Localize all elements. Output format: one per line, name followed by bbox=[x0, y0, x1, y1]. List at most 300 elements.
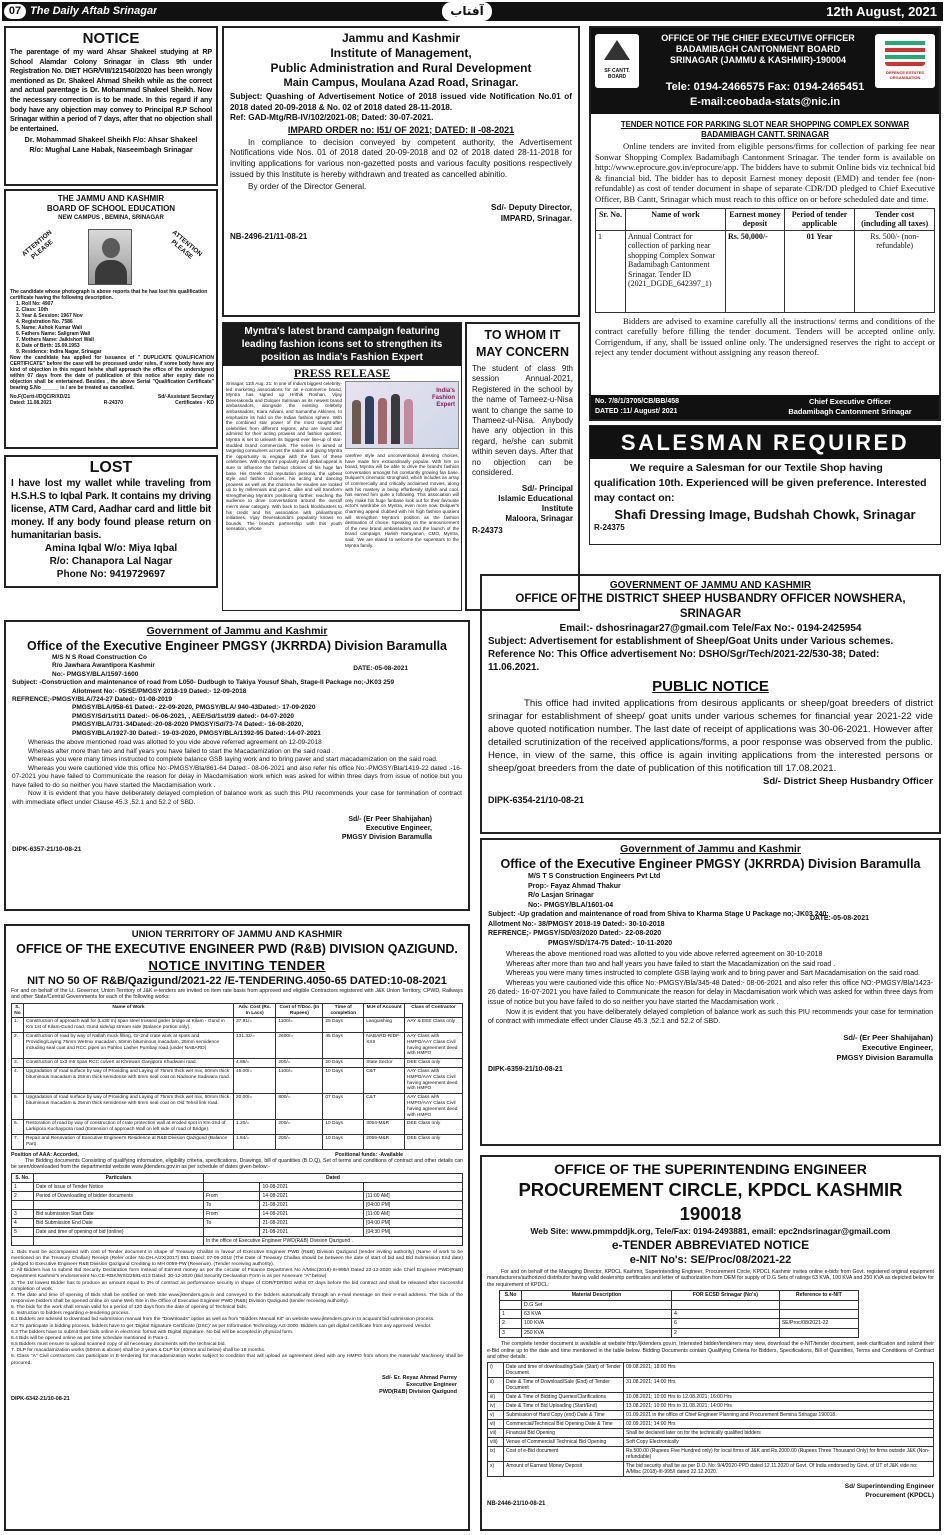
table-header: S.No bbox=[500, 1291, 522, 1300]
table-cell: 37.91/= bbox=[234, 1018, 276, 1033]
pmgsy1-date: DATE:-05-08-2021 bbox=[353, 665, 408, 672]
bose-title: THE JAMMU AND KASHMIR bbox=[57, 194, 165, 203]
table-cell: 3 bbox=[500, 1328, 522, 1337]
bose-item: 5. Name: Ashok Kumar Wali bbox=[16, 325, 83, 331]
ceo-sign-2: Badamibagh Cantonment Srinagar bbox=[788, 407, 912, 416]
table-header: Adv. Cost (Rs. In Lacs) bbox=[234, 1003, 276, 1018]
pwd-works-table bbox=[11, 1003, 463, 1150]
table-cell: 2 bbox=[12, 1191, 34, 1200]
pwd-term: 1. Bids must be accompanied with cost of Tender document in shape of Treasury Challan in favour of Executive Engineer PWD (R&B) Division Qazigund (tender inviting authority) (Name of work to be mentioned on the Treasury Challan) Receipt (Refer order No.DH.A/2X(2017) 651 Dated: 07-06-2018 (The Date of Treasury Challan should be between the date of start of bid and Bid Submission End date) pledged to Executive Engineer R&B Division Qazigund Crediting to MH 0059-PW (Revenue). (Tender receiving authority). bbox=[11, 1249, 463, 1268]
table-cell: Rs.500.00 (Rupees Five Hundred only) for local firms of J&K and Rs.2000.00 (Rupees Three Thousand Only) for firms outside J&K (Non-refundable) bbox=[624, 1447, 934, 1462]
pmgsy1-subject: Subject: -Construction and maintenance of road from L050- Dudbugh to Takiya Yousuf Shah, Stage-II Package no;-JK03 259 bbox=[12, 679, 395, 687]
pmgsy-notice-2 bbox=[480, 838, 941, 1146]
table-cell: [11:00 AM] bbox=[364, 1209, 463, 1218]
table-cell: Restoration of road by way of construction of crate protection wall at eroded spot in Km-2nd of Larkipora Kuchaypora road (Extension of approach Wall on left side of road of Bridge). bbox=[24, 1120, 234, 1135]
to-whom-inst: Islamic Educational bbox=[498, 494, 573, 504]
table-cell: 01.09.2021 in the office of Chief Engineer Planning and Procurement Bemina Srinagar 190018. bbox=[624, 1411, 934, 1420]
pmgsy1-line: No:- PMGSY/BLA/1597-1600 bbox=[52, 670, 139, 678]
table-cell: 10 Days bbox=[323, 1134, 364, 1149]
attention-stamp-left: ATTENTION PLEASE bbox=[20, 229, 55, 261]
table-cell: State Sector bbox=[364, 1059, 405, 1068]
table-row bbox=[12, 1120, 463, 1135]
myntra-text-col1: Srinagar, 11th Aug. 21: In one of India's biggest celebrity-led marketing associations for an e-commerce brand, Myntra has signed up Hrithik Roshan, Vijay Deverakonda and Dulquer Salmaan as its newest brand ambassadors, alongside the existing celebrity ambassadors, Kiara Advani, and Samantha Akkineni, to emphasize its hold on the Indian fashion sphere. With the combined star power of the most sought-after celebrities from different regions, who are loved and admired for their acting prowess and fashion quotient, Myntra is set to unleash its biggest ever line-up of star-studded brand commercials. The series is aimed at targeting consumers across the nation and giving Myntra the opportunity to engage with the fans of these celebrities. With Myntra's popularity and global appeal is sure to influence the fashion choices of his huge fan base. His Greek God reputation persona, the upbeat style and fashion choices, his acting and dancing prowess as well as the charisma he exudes are looked up to by millennials and gen-Z, alike and will transform strengthening Myntra's positioning further, reaching the audience to drive conversations around the overall men's wear category. With back to back blockbusters to his credit and his association with philanthropic initiatives, Vijay Deverakonda's popularity knows no bounds. The brand's partnership with this youth sensation, whose bbox=[226, 381, 342, 532]
pmgsy2-line: Prop:- Fayaz Ahmad Thakur bbox=[528, 882, 621, 890]
cantonment-header bbox=[591, 28, 939, 114]
table-cell: Cost of e-Bid document bbox=[504, 1447, 624, 1462]
table-header: Reference to e-NIT bbox=[779, 1291, 858, 1300]
ceo-ref-no: No. 7/8/1/3705/CB/BB/458 bbox=[595, 398, 680, 405]
table-cell: Shall be declared later on for the technically qualified bidders bbox=[624, 1429, 934, 1438]
impard-title-2: Institute of Management, bbox=[330, 46, 472, 60]
cantonment-tender-ad bbox=[589, 26, 941, 421]
table-cell: 4.86/= bbox=[234, 1059, 276, 1068]
table-cell: Date & Time of Download/Sale (End) of Tender Document bbox=[504, 1378, 624, 1393]
table-row bbox=[12, 1018, 463, 1033]
table-cell: Venue of Commercial/ Technical Bid Opening bbox=[504, 1438, 624, 1447]
table-cell: 07 Days bbox=[323, 1094, 364, 1120]
table-row bbox=[12, 1218, 463, 1227]
table-cell: 02.09.2021; 14:00 Hrs bbox=[624, 1420, 934, 1429]
pmgsy1-para: Whereas the above mentioned road was allotted to you vide above referred agreement on 12-09-2018 bbox=[28, 739, 322, 747]
table-cell: v) bbox=[488, 1411, 504, 1420]
table-cell: Financial Bid Opening bbox=[504, 1429, 624, 1438]
kpdcl-website: Web Site: www.pmmpddjk.org, Tele/Fax: 0194-2493881, email: epc2ndsrinagar@gmail.com bbox=[530, 1226, 891, 1236]
table-cell bbox=[34, 1236, 204, 1245]
table-cell: Date & Time of Bidding Queries/Clarifications bbox=[504, 1393, 624, 1402]
pmgsy2-gov: Government of Jammu and Kashmir bbox=[620, 843, 801, 855]
paper-name: The Daily Aftab Srinagar bbox=[30, 5, 158, 17]
table-row bbox=[12, 1209, 463, 1218]
to-whom-ad bbox=[465, 322, 580, 611]
lost-ad bbox=[4, 455, 218, 588]
pmgsy1-reference: REFRENCE;-PMGSY/BLA/724-27 Dated:- 01-08-2019 bbox=[12, 696, 173, 704]
table-header: Earnest money deposit bbox=[726, 208, 785, 230]
pmgsy1-number: DIPK-6357-21/10-08-21 bbox=[12, 846, 82, 854]
table-cell: i) bbox=[488, 1363, 504, 1378]
to-whom-inst-2: Institute bbox=[541, 504, 573, 514]
table-cell: From bbox=[204, 1209, 260, 1218]
bose-item: 8. Date of Birth: 15.09.1953 bbox=[16, 343, 80, 349]
table-cell: iv) bbox=[488, 1402, 504, 1411]
table-header: Tender cost (including all taxes) bbox=[855, 208, 935, 230]
ceo-tender-body: Online tenders are invited from eligible persons/firms for collection of parking fee near Sonwar Shopping Complex Badamibagh Cantonment Srinagar. The tender form is available on http://www.eprocure.gov.in/eprocure/app. The bidders have to submit Online bids viz technical bid & financial bid. The bidder has to deposit Earnest money deposit (EMD) and tender fee (non-refundable) as cost of tender document in shape of separate CDR/DD pledged to Chief Executive Officer, BB Cantt, Srinagar which must reach to this office on or before scheduled date and time. bbox=[595, 141, 935, 204]
table-row bbox=[12, 1200, 463, 1209]
table-row bbox=[500, 1310, 859, 1319]
table-cell: 200/= bbox=[276, 1059, 323, 1068]
table-cell: Construction of 1x3 mtr span RCC culvert at Khrewan Ganjipora Khudwani road. bbox=[24, 1059, 234, 1068]
ceo-email: E-mail:ceobada-stats@nic.in bbox=[689, 96, 841, 108]
page-number: 07 bbox=[4, 4, 26, 19]
table-cell: 10.08.2021; 10:00 Hrs to 12.08.2021; 16:00 Hrs bbox=[624, 1393, 934, 1402]
myntra-press-release bbox=[222, 322, 462, 611]
table-cell: 31.08.2021; 14:00 Hrs bbox=[624, 1378, 934, 1393]
pwd-term: 6.2 To participate in bidding process, bidders have to get 'Digital Signature Certificate (DSC)' as per Information Technology Act-2000. Bidders can get digital certificate from any approved Vendor. bbox=[11, 1323, 432, 1329]
ceo-office: OFFICE OF THE CHIEF EXECUTIVE OFFICER bbox=[661, 33, 855, 43]
pmgsy1-reference-line: PMGSY/BLA/731-34Dated:-20-08-2020 PMGSY/Sd/73-74 Dated:- 16-08-2020, bbox=[72, 721, 304, 729]
bose-title-2: BOARD OF SCHOOL EDUCATION bbox=[46, 204, 176, 213]
pmgsy2-sign-3: PMGSY Division Baramulla bbox=[836, 1052, 933, 1062]
pwd-sign-3: PWD(R&B) Division Qazigund bbox=[379, 1388, 457, 1395]
table-cell bbox=[779, 1300, 858, 1309]
table-cell: 5 bbox=[12, 1227, 34, 1236]
table-cell: 20.00/= bbox=[234, 1094, 276, 1120]
table-row bbox=[12, 1134, 463, 1149]
table-header: Period of tender applicable bbox=[784, 208, 854, 230]
table-cell: To bbox=[204, 1200, 260, 1209]
myntra-banner: Myntra's latest brand campaign featuring leading fashion icons set to strengthen its position as India's Fashion Expert bbox=[223, 323, 461, 366]
table-cell bbox=[779, 1328, 858, 1337]
pmgsy1-reference-line: PMGSY/BLA/958-61 Dated:- 22-09-2020, PMGSY/BLA/ 940-43Dated:- 17-09-2020 bbox=[72, 704, 316, 712]
table-cell: 1 bbox=[596, 230, 626, 312]
ceo-dated: DATED :11/ August/ 2021 bbox=[595, 408, 678, 415]
ceo-city: SRINAGAR (JAMMU & KASHMIR)-190004 bbox=[669, 55, 847, 65]
pwd-nit-title: NOTICE INVITING TENDER bbox=[148, 958, 326, 973]
table-cell: [11:00 AM] bbox=[364, 1191, 463, 1200]
pmgsy2-line: M/S T S Construction Engineers Pvt Ltd bbox=[528, 873, 661, 880]
pwd-sign-2: Executive Engineer bbox=[406, 1381, 457, 1388]
pmgsy1-sign-3: PMGSY Division Baramulla bbox=[341, 834, 432, 842]
impard-number: NB-2496-21/11-08-21 bbox=[230, 231, 308, 241]
ceo-tender-footer: Bidders are advised to examine carefully all the instructions/ terms and conditions of the contract carefully before filling the tender document. Tenders will be accepted online only. Corrigendum, if any, shall be issued online only. The undersigned reserves the right to accept or reject any tender document without assigning any reason thereof. bbox=[595, 315, 935, 358]
pmgsy2-sign-2: Executive Engineer, bbox=[862, 1042, 933, 1052]
table-cell: 21-08-2021 bbox=[260, 1200, 364, 1209]
to-whom-sign: Sd/- Principal bbox=[521, 484, 573, 494]
lost-title: LOST bbox=[89, 459, 133, 476]
pwd-office: OFFICE OF THE EXECUTIVE ENGINEER PWD (R&B) DIVISION QAZIGUND. bbox=[16, 942, 458, 956]
pwd-term: 6. Instruction to bidders regarding e-tendering process. bbox=[11, 1311, 130, 1317]
table-cell: Construction of approach wall for (Lx30 m) span steel trussed girder bridge at Kilam - Gund in Km 1st of Kilam-Gund road, Gund side/up stream side (Balance portion only). bbox=[24, 1018, 234, 1033]
table-cell: 200/= bbox=[276, 1120, 323, 1135]
pmgsy-notice-1 bbox=[4, 620, 470, 911]
ceo-sign: Chief Executive Officer bbox=[808, 397, 892, 406]
table-cell: Repair and Renovation of Executive Engineer's Residence at R&B Division Qazigund (Balance Part). bbox=[24, 1134, 234, 1149]
table-cell: 25 Days bbox=[323, 1018, 364, 1033]
pmgsy2-reference: REFRENCE;- PMGSY/SD/03/2020 Dated:- 22-08-2020 bbox=[488, 930, 662, 937]
cantt-logo-text: SF CANTT. BOARD bbox=[604, 68, 630, 80]
table-row bbox=[596, 230, 935, 312]
pwd-term: 4. The date and time of opening of Bids shall be notified on Web Site www.jktenders.gov.in and conveyed to the bidders automatically through an e-mail message on their e-mail address. The bids of the responsive bidders shall be opened online on same Web Site in the Office of Executive Engineer PWD (R&B) Division Qazigund (tender receiving authority). bbox=[11, 1292, 463, 1305]
table-cell: 20 Days bbox=[323, 1059, 364, 1068]
pmgsy1-para: Now it is evident that you have deliberately delayed completion of balance work as such this PIU recommends your case for termination of contract with immediate effect under Clause 45.3 ,52.1 and 52.2 of SBD. bbox=[12, 790, 462, 806]
table-cell: 6 bbox=[672, 1319, 780, 1328]
table-row bbox=[488, 1402, 934, 1411]
bose-ad bbox=[4, 189, 218, 449]
issue-date: 12th August, 2021 bbox=[826, 4, 937, 19]
table-cell bbox=[672, 1300, 780, 1309]
table-row bbox=[12, 1227, 463, 1236]
pwd-term: 6.4 Bids will be opened online as per time schedule mentioned in Para-1. bbox=[11, 1335, 169, 1341]
table-header: Sr. No. bbox=[596, 208, 626, 230]
table-cell: AAY & EEE Class only bbox=[405, 1018, 463, 1033]
notice-body: The parentage of my ward Ahsar Shakeel studying at RP School Alamdar Colony Srinagar in Class 9th under Registration No. DIET HGR/VIII/121540/2020 has been wrongly mentioned as Dr. Shakeel Ahmad Sheikh while as the correct and actual parentage is Dr. Mohammad Shakeel Sheikh. Now the necessary correction is to be made. In this regard if any body have any objection may convey to Principal R.P School Srinagar within a period of 7 days, after that no objection shall be entertained. bbox=[10, 47, 212, 133]
pmgsy2-date: DATE:-05-08-2021 bbox=[809, 915, 869, 922]
lost-body: I have lost my wallet while traveling from H.S.H.S to Iqbal Park. It contains my driving license, ATM Card, Aadhar card and little bit money. If any body found please return on humanitarian basis. bbox=[11, 478, 211, 541]
pwd-term: 8. Class "A" Civil contractors can participate in E-tendering for macadamization works subject to condition that will upload an agreement deed with any HMPO from whom the materials/ Machinery shall be procured. bbox=[11, 1354, 463, 1366]
table-cell: ii) bbox=[488, 1378, 504, 1393]
table-cell: Rs. 50,000/- bbox=[726, 230, 785, 312]
sheep-subject: Subject: Advertisement for establishment of Sheep/Goat Units under Various schemes. bbox=[488, 636, 894, 647]
sheep-number: DIPK-6354-21/10-08-21 bbox=[488, 795, 585, 805]
ceo-board: BADAMIBAGH CANTONMENT BOARD bbox=[675, 44, 841, 54]
bose-item: 4. Registration No. 7586 bbox=[16, 319, 73, 325]
table-cell: AAY Class with HMPO/AAY Class Civil having agreement deed with HMPO bbox=[405, 1033, 463, 1059]
pwd-term: 3. The 1st lowest Bidder has to produce an amount equal to 3% of contract as performance security in shape of CDR/FDR/BG within 07 days before the bid contract and shall be released after successful completion of work. bbox=[11, 1280, 463, 1292]
press-release-label: PRESS RELEASE bbox=[293, 366, 391, 380]
table-cell: 01 Year bbox=[784, 230, 854, 312]
table-cell: 21-08-2021 bbox=[260, 1218, 364, 1227]
table-cell bbox=[204, 1182, 260, 1191]
ceo-tender-table bbox=[595, 208, 935, 313]
table-row bbox=[12, 1094, 463, 1120]
pmgsy2-line: R/o Lasjan Srinagar bbox=[528, 892, 594, 899]
to-whom-inst-3: Maloora, Srinagar bbox=[505, 514, 573, 524]
notice-ad bbox=[4, 26, 218, 186]
pmgsy1-reference-line: PMGSY/BLA/1927-30 Dated:- 19-03-2020, PMGSY/BLA/1392-95 Dated:-14-07-2021 bbox=[72, 729, 321, 737]
table-cell bbox=[12, 1236, 34, 1245]
to-whom-rno: R-24373 bbox=[472, 526, 503, 536]
table-cell: [04:00 PM] bbox=[364, 1200, 463, 1209]
pmgsy2-reference-line: PMGSY/SD/174-75 Dated:- 10-11-2020 bbox=[548, 939, 673, 947]
kpdcl-sign-2: Procurement (KPDCL) bbox=[865, 1491, 934, 1499]
table-cell: 2 bbox=[500, 1319, 522, 1328]
table-row bbox=[12, 1236, 463, 1245]
impard-title-3: Public Administration and Rural Development bbox=[270, 61, 532, 75]
sheep-contact: Email:- dshosrinagar27@gmail.com Tele/Fax No:- 0194-2425954 bbox=[559, 623, 862, 634]
pmgsy2-office: Office of the Executive Engineer PMGSY (JKRRDA) Division Baramulla bbox=[500, 857, 921, 871]
salesman-ad bbox=[589, 425, 941, 545]
impard-title-4: Main Campus, Moulana Azad Road, Srinagar. bbox=[283, 77, 519, 89]
table-cell: Bid Submission End Date bbox=[34, 1218, 204, 1227]
table-cell: To bbox=[204, 1218, 260, 1227]
kpdcl-title: OFFICE OF THE SUPERINTENDING ENGINEER bbox=[554, 1161, 867, 1177]
table-header: FOR ECSD Srinagar (No's) bbox=[672, 1291, 780, 1300]
table-header: Material Description bbox=[522, 1291, 672, 1300]
salesman-title: SALESMAN REQUIRED bbox=[590, 426, 940, 459]
table-cell: vi) bbox=[488, 1420, 504, 1429]
table-cell bbox=[12, 1200, 34, 1209]
kpdcl-intro: For and on behalf of the Managing Director, KPDCL Kashmir, Superintending Engineer, Procurement Circle, KPDCL Kashmir invites online e-bids from Govt. registered original equipment manufacturers/authorized distributor having valid dealership certificates and letter of authorization from OEM for supply of D.G Sets of ratings 63 KVA, 100 KVA and 250 KVA as depicted below for the requirement of KPDCL: bbox=[487, 1269, 934, 1288]
notice-address: R/o: Mughal Lane Habak, Naseembagh Srinagar bbox=[29, 144, 193, 154]
table-cell: 4. bbox=[12, 1067, 24, 1093]
table-cell: x) bbox=[488, 1462, 504, 1477]
table-cell: AAY Class with HMPO/AAY Class Civil having agreement deed with HMPO bbox=[405, 1067, 463, 1093]
table-row bbox=[488, 1363, 934, 1378]
pwd-nit-number: NIT NO 50 OF R&B/Qazigund/2021-22 /E-TENDERING.4050-65 DATED:10-08-2021 bbox=[27, 975, 447, 987]
table-row bbox=[488, 1429, 934, 1438]
pmgsy1-sign-2: Executive Engineer, bbox=[365, 825, 432, 833]
lost-phone: Phone No: 9419729697 bbox=[56, 569, 166, 580]
table-header: Class of Contractor bbox=[405, 1003, 463, 1018]
myntra-image-caption: India's Fashion Expert bbox=[431, 388, 455, 408]
table-header: Dated bbox=[204, 1173, 463, 1182]
pwd-intro: For and on behalf of the Lt. Governor, Union Territory of J&K e-tenders are invited on item rate basis from approved and eligible Contractors registered with J&K Union Territory, CPWD, Railways and other State/Central Governments for each of the following works: bbox=[11, 988, 463, 1001]
impard-sign: Sd/- Deputy Director, bbox=[491, 202, 572, 212]
pmgsy1-para: Whereas you were cautioned vide this office No:-PMGSY/Bla/861-64 Dated:- 08-06-2021 and also refer his office No:-PMGSY/Bla/1419-22 dated :-16-07-2021 you have failed to Communicate the reason for delay in Macdamisation work which was asked for within three days from issue of notice but you have failed to do so neither you have started the Macdamisation work . bbox=[12, 764, 462, 789]
salesman-shop: Shafi Dressing Image, Budshah Chowk, Srinagar bbox=[614, 507, 916, 522]
table-row bbox=[500, 1328, 859, 1337]
table-cell: [04:30 PM] bbox=[364, 1227, 463, 1236]
pwd-bidding-docs: The Bidding documents Consisting of qualifying information, eligibility criteria, specifications, Drawings, bill of quantities (B.O.Q), Set of terms and conditions of contract and other details can be seen/downloaded from the departmental website www.jktenders.gov.in as per schedule of dates given below:- bbox=[11, 1157, 463, 1171]
table-cell: 10 Days bbox=[323, 1120, 364, 1135]
kpdcl-circle: PROCUREMENT CIRCLE, KPDCL KASHMIR 190018 bbox=[518, 1179, 903, 1224]
table-row bbox=[488, 1393, 934, 1402]
table-header: Time of completion bbox=[323, 1003, 364, 1018]
pmgsy2-number: DIPK-6359-21/10-08-21 bbox=[488, 1065, 563, 1073]
table-cell: The bid security shall be as per D.O. No: 9/4/2020-PPD dated 12.11.2020 of Govt. Of India endorsed by Govt. of UT of J&K vide no: A/Misc (2018)-III-995/I dated 22.12.2020. bbox=[624, 1462, 934, 1477]
table-cell: Date of Issue of Tender Notice bbox=[34, 1182, 204, 1191]
pwd-tender-ad bbox=[4, 924, 470, 1531]
table-header: Cost of T/Doc. (In Rupees) bbox=[276, 1003, 323, 1018]
table-header: Particulars bbox=[34, 1173, 204, 1182]
table-cell: 63 KVA bbox=[522, 1310, 672, 1319]
bose-intro: The candidate whose photograph is above reports that he has lost his qualification certificate having the following description. bbox=[10, 289, 208, 301]
bose-sign: Sd/-Assistant Secretary bbox=[157, 394, 214, 400]
impard-order: IMPARD ORDER no: I51/ OF 2021; DATED: II -08-2021 bbox=[287, 124, 515, 135]
pwd-ut: UNION TERRITORY OF JAMMU AND KASHMIR bbox=[131, 929, 343, 940]
table-row bbox=[12, 1182, 463, 1191]
pwd-term: 2. All Bidders has to submit Bid Security Declaration form instead of Earnest money as per the circular of Finance Department No A/Misc(2018)-III-995/I Dated 22-12-2020 vide Chief Engineer PWD(R&B) Department Kashmir's endorsement No.CE-RBK/WS/22581-613 Dated: 30-12-2020 (Bid Security Declaration Form is as per Annexure "A" below) bbox=[11, 1268, 463, 1280]
bose-item: 9. Residence: Indira Nagar, Srinagar bbox=[16, 349, 102, 355]
table-cell bbox=[500, 1300, 522, 1309]
bose-item: 6. Fathers Name: Saligram Wali bbox=[16, 331, 91, 337]
table-cell: 3. bbox=[12, 1059, 24, 1068]
table-cell: C&T bbox=[364, 1094, 405, 1120]
table-cell bbox=[364, 1182, 463, 1191]
table-cell: In the office of Executive Engineer PWD(R&B) Division Qazigund . bbox=[204, 1236, 463, 1245]
table-cell: NABARD-RIDF-XXII bbox=[364, 1033, 405, 1059]
table-row bbox=[488, 1447, 934, 1462]
table-cell: 14-08-2021 bbox=[260, 1209, 364, 1218]
to-whom-body: The student of class 9th session Annual-2021, Registered in the school by the name of Tameez-u-Nisa want to change the same to Thameez-ul-Nisa. Anybody have any objection in this regard, he/she can submit within seven days. After that no objection can be considered. bbox=[472, 364, 573, 478]
lost-name: Amina Iqbal W/o: Miya Iqbal bbox=[44, 543, 178, 554]
pmgsy2-sign: Sd/- (Er Peer Shahijahan) bbox=[843, 1032, 933, 1042]
pwd-term: 6.1 Bidders are advised to download bid submission manual from the "Downloads" option as well as from "Bidders Manual Kit" on website www.jktenders.gov.in to acquaint bid submission process. bbox=[11, 1317, 435, 1323]
table-cell: D.G Set bbox=[522, 1300, 672, 1309]
bose-item: 1. Roll No: 4907 bbox=[16, 301, 54, 307]
table-row bbox=[488, 1438, 934, 1447]
table-cell: 2600/= bbox=[276, 1033, 323, 1059]
table-cell: 250 KVA bbox=[522, 1328, 672, 1337]
table-cell bbox=[779, 1310, 858, 1319]
table-cell: iii) bbox=[488, 1393, 504, 1402]
ceo-tender-title: TENDER NOTICE FOR PARKING SLOT NEAR SHOPPING COMPLEX SONWAR BADAMIBAGH CANTT. SRINAGAR bbox=[620, 120, 910, 139]
table-header: Name of work bbox=[626, 208, 726, 230]
bose-rno: R-24370 bbox=[103, 400, 123, 406]
table-cell bbox=[204, 1227, 260, 1236]
table-cell: Amount of Earnest Money Deposit bbox=[504, 1462, 624, 1477]
table-cell: 1100/= bbox=[276, 1067, 323, 1093]
impard-by-order: By order of the Director General. bbox=[248, 181, 367, 191]
impard-title: Jammu and Kashmir bbox=[341, 31, 461, 45]
candidate-photo bbox=[88, 229, 132, 285]
table-row bbox=[488, 1420, 934, 1429]
ceo-tel: Tele: 0194-2466575 Fax: 0194-2465451 bbox=[665, 81, 865, 93]
pmgsy2-para: Whereas the above mentioned road was allotted to you vide above referred agreement on 30-10-2018 bbox=[506, 951, 823, 958]
table-cell: 09.08.2021; 18:00 Hrs bbox=[624, 1363, 934, 1378]
kpdcl-schedule-table bbox=[487, 1362, 934, 1477]
table-cell: 10-08-2021 bbox=[260, 1182, 364, 1191]
pmgsy2-para: Whereas you were cautioned vide this office No:-PMGSY/Bla/345-48 Dated:- 08-06-2021 and also refer this office NO:-PMGSY/Bla/1423-26 dated:- 16-07-2021 you have failed to Communicate the reason for delay in Macdamisation work which was asked for within three days from issue of notice but you have failed to do so neither you have started the Macdamisation work . bbox=[488, 979, 933, 1006]
table-row bbox=[12, 1033, 463, 1059]
table-row bbox=[12, 1059, 463, 1068]
table-cell: Period of Downloading of bidder documents bbox=[34, 1191, 204, 1200]
sheep-husbandry-ad bbox=[480, 574, 941, 834]
table-cell: 800/= bbox=[276, 1094, 323, 1120]
table-cell: vii) bbox=[488, 1429, 504, 1438]
masthead-logo: آفتاب bbox=[442, 2, 492, 21]
pwd-term: 6.5 Bidders must ensure to upload scanned copy of all necessary documents with the technical bid. bbox=[11, 1342, 226, 1348]
table-cell: Submission of Hard Copy (end) Date & Time bbox=[504, 1411, 624, 1420]
pwd-term: 5. The bids for the work shall remain valid for a period of 120 days from the date of opening of Technical bids. bbox=[11, 1305, 248, 1311]
table-cell: DEE Class only bbox=[405, 1134, 463, 1149]
table-cell: 1. bbox=[12, 1018, 24, 1033]
pmgsy1-para: Whereas you were many times instructed to complete balance GSB laying work and to bring paver and start macadamization on the said road. bbox=[28, 756, 438, 764]
pwd-funds-position: Positional funds: -Available bbox=[335, 1151, 403, 1158]
table-cell bbox=[34, 1200, 204, 1209]
table-cell: Upgradation of road surface by way of Providing and Laying of 75mm thick wet mix, 50mm thick bituminous macadam & 25mm thick semidense with 6mm seal coat on Old Tehsil link road. bbox=[24, 1094, 234, 1120]
table-cell: SE/Proc/08/2021-22 bbox=[779, 1319, 858, 1328]
table-cell: Annual Contract for collection of parking near shopping Complex Sonwar Badamibagh Cantonment Srinagar. Tender ID (2021_DGDE_642397_1) bbox=[626, 230, 726, 312]
kpdcl-sign: Sd/ Superintending Engineer bbox=[844, 1483, 934, 1491]
kpdcl-tender-ad bbox=[480, 1155, 941, 1531]
table-header: Name of Work bbox=[24, 1003, 234, 1018]
table-cell: 2059-M&R bbox=[364, 1134, 405, 1149]
pmgsy2-line: No:- PMGSY/BLA/1601-04 bbox=[528, 901, 614, 909]
pmgsy2-para: Whereas after more than two and half years you have failed to start the Macadamization on the said road . bbox=[506, 960, 836, 968]
pwd-aaa-position: Position of AAA: Accorded, bbox=[11, 1151, 79, 1158]
pmgsy2-para: Whereas you were many times instructed to complete GSB laying work and to bring paver and Sart Macadamisation on the said road. bbox=[506, 970, 920, 978]
table-cell: DEE Class only bbox=[405, 1120, 463, 1135]
table-cell: 1 bbox=[12, 1182, 34, 1191]
pwd-number: DIPK-6342-21/10-08-21 bbox=[11, 1395, 70, 1402]
pmgsy1-reference-line: PMGSY/Sd/1st/11 Dated:- 06-06-2021, , AEE/Sd/1st/39 dated:- 04-07-2020 bbox=[72, 712, 294, 720]
pmgsy2-para: Now it is evident that you have deliberately delayed completion of balance work as such this PIU recommends your case for termination of contract with immediate effect under Clause 45.3 ,52.1 and 52.2 of SBD. bbox=[488, 1008, 933, 1026]
table-cell: 2 bbox=[672, 1328, 780, 1337]
pmgsy2-subject: Subject: -Up gradation and maintenance of road from Shiva to Kharma Stage U Package no;-JK03 240; bbox=[488, 911, 829, 918]
bose-item: 7. Mothers Name: Jaikishori Wali bbox=[16, 337, 94, 343]
table-cell: 7. bbox=[12, 1134, 24, 1149]
table-cell: 10 Days bbox=[323, 1067, 364, 1093]
table-cell: 1 bbox=[500, 1310, 522, 1319]
table-cell: Languishing bbox=[364, 1018, 405, 1033]
bose-sign-2: Certificates - KD bbox=[175, 400, 214, 406]
masthead bbox=[2, 2, 943, 21]
impard-ad bbox=[222, 26, 580, 317]
table-row bbox=[500, 1300, 859, 1309]
table-cell: ix) bbox=[488, 1447, 504, 1462]
table-cell: 45 Days bbox=[323, 1033, 364, 1059]
table-row bbox=[488, 1378, 934, 1393]
table-cell: From bbox=[204, 1191, 260, 1200]
pmgsy1-office: Office of the Executive Engineer PMGSY (JKRRDA) Division Baramulla bbox=[26, 639, 447, 653]
table-cell: C&T bbox=[364, 1067, 405, 1093]
pmgsy1-para: Whereas after more than two and half years you have failed to start the Macadamization on the said road . bbox=[28, 747, 334, 755]
sheep-office: OFFICE OF THE DISTRICT SHEEP HUSBANDRY OFFICER NOWSHERA, SRINAGAR bbox=[515, 593, 906, 620]
table-row bbox=[488, 1411, 934, 1420]
pwd-sign: Sd/- Er. Reyaz Ahmad Parrey bbox=[382, 1374, 457, 1381]
table-cell: Date & Time of Bid Uploading (Start/End) bbox=[504, 1402, 624, 1411]
impard-body: In compliance to decision conveyed by competent authority, the Advertisement Notifications vide Nos. 01 of 2018 dated 20-09-2018 and 02 of 2018 dated 28-11-2018 for inviting applications for various non-gazetted posts and various faculty positions respectively issued by this Institute is hereby withdrawn and treated as cancelled abinitio. bbox=[230, 137, 572, 179]
table-row bbox=[500, 1319, 859, 1328]
table-cell: Date and time of downloading/Sale (Start) of Tender Document bbox=[504, 1363, 624, 1378]
pmgsy1-allotment: Allotment No:- 05/SE/PMGSY 2018-19 Dated:- 12-09-2018 bbox=[72, 687, 247, 695]
sheep-reference: Reference No: This Office advertisement No: DSHO/Sgr/Tech/2021-22/530-38; Dated: 11.06.2021. bbox=[488, 649, 880, 673]
table-cell: 3054-M&R bbox=[364, 1120, 405, 1135]
table-header: S. No. bbox=[12, 1173, 34, 1182]
table-cell: 6. bbox=[12, 1120, 24, 1135]
table-cell: Rs. 500/- (non-refundable) bbox=[855, 230, 935, 312]
table-cell: 2. bbox=[12, 1033, 24, 1059]
